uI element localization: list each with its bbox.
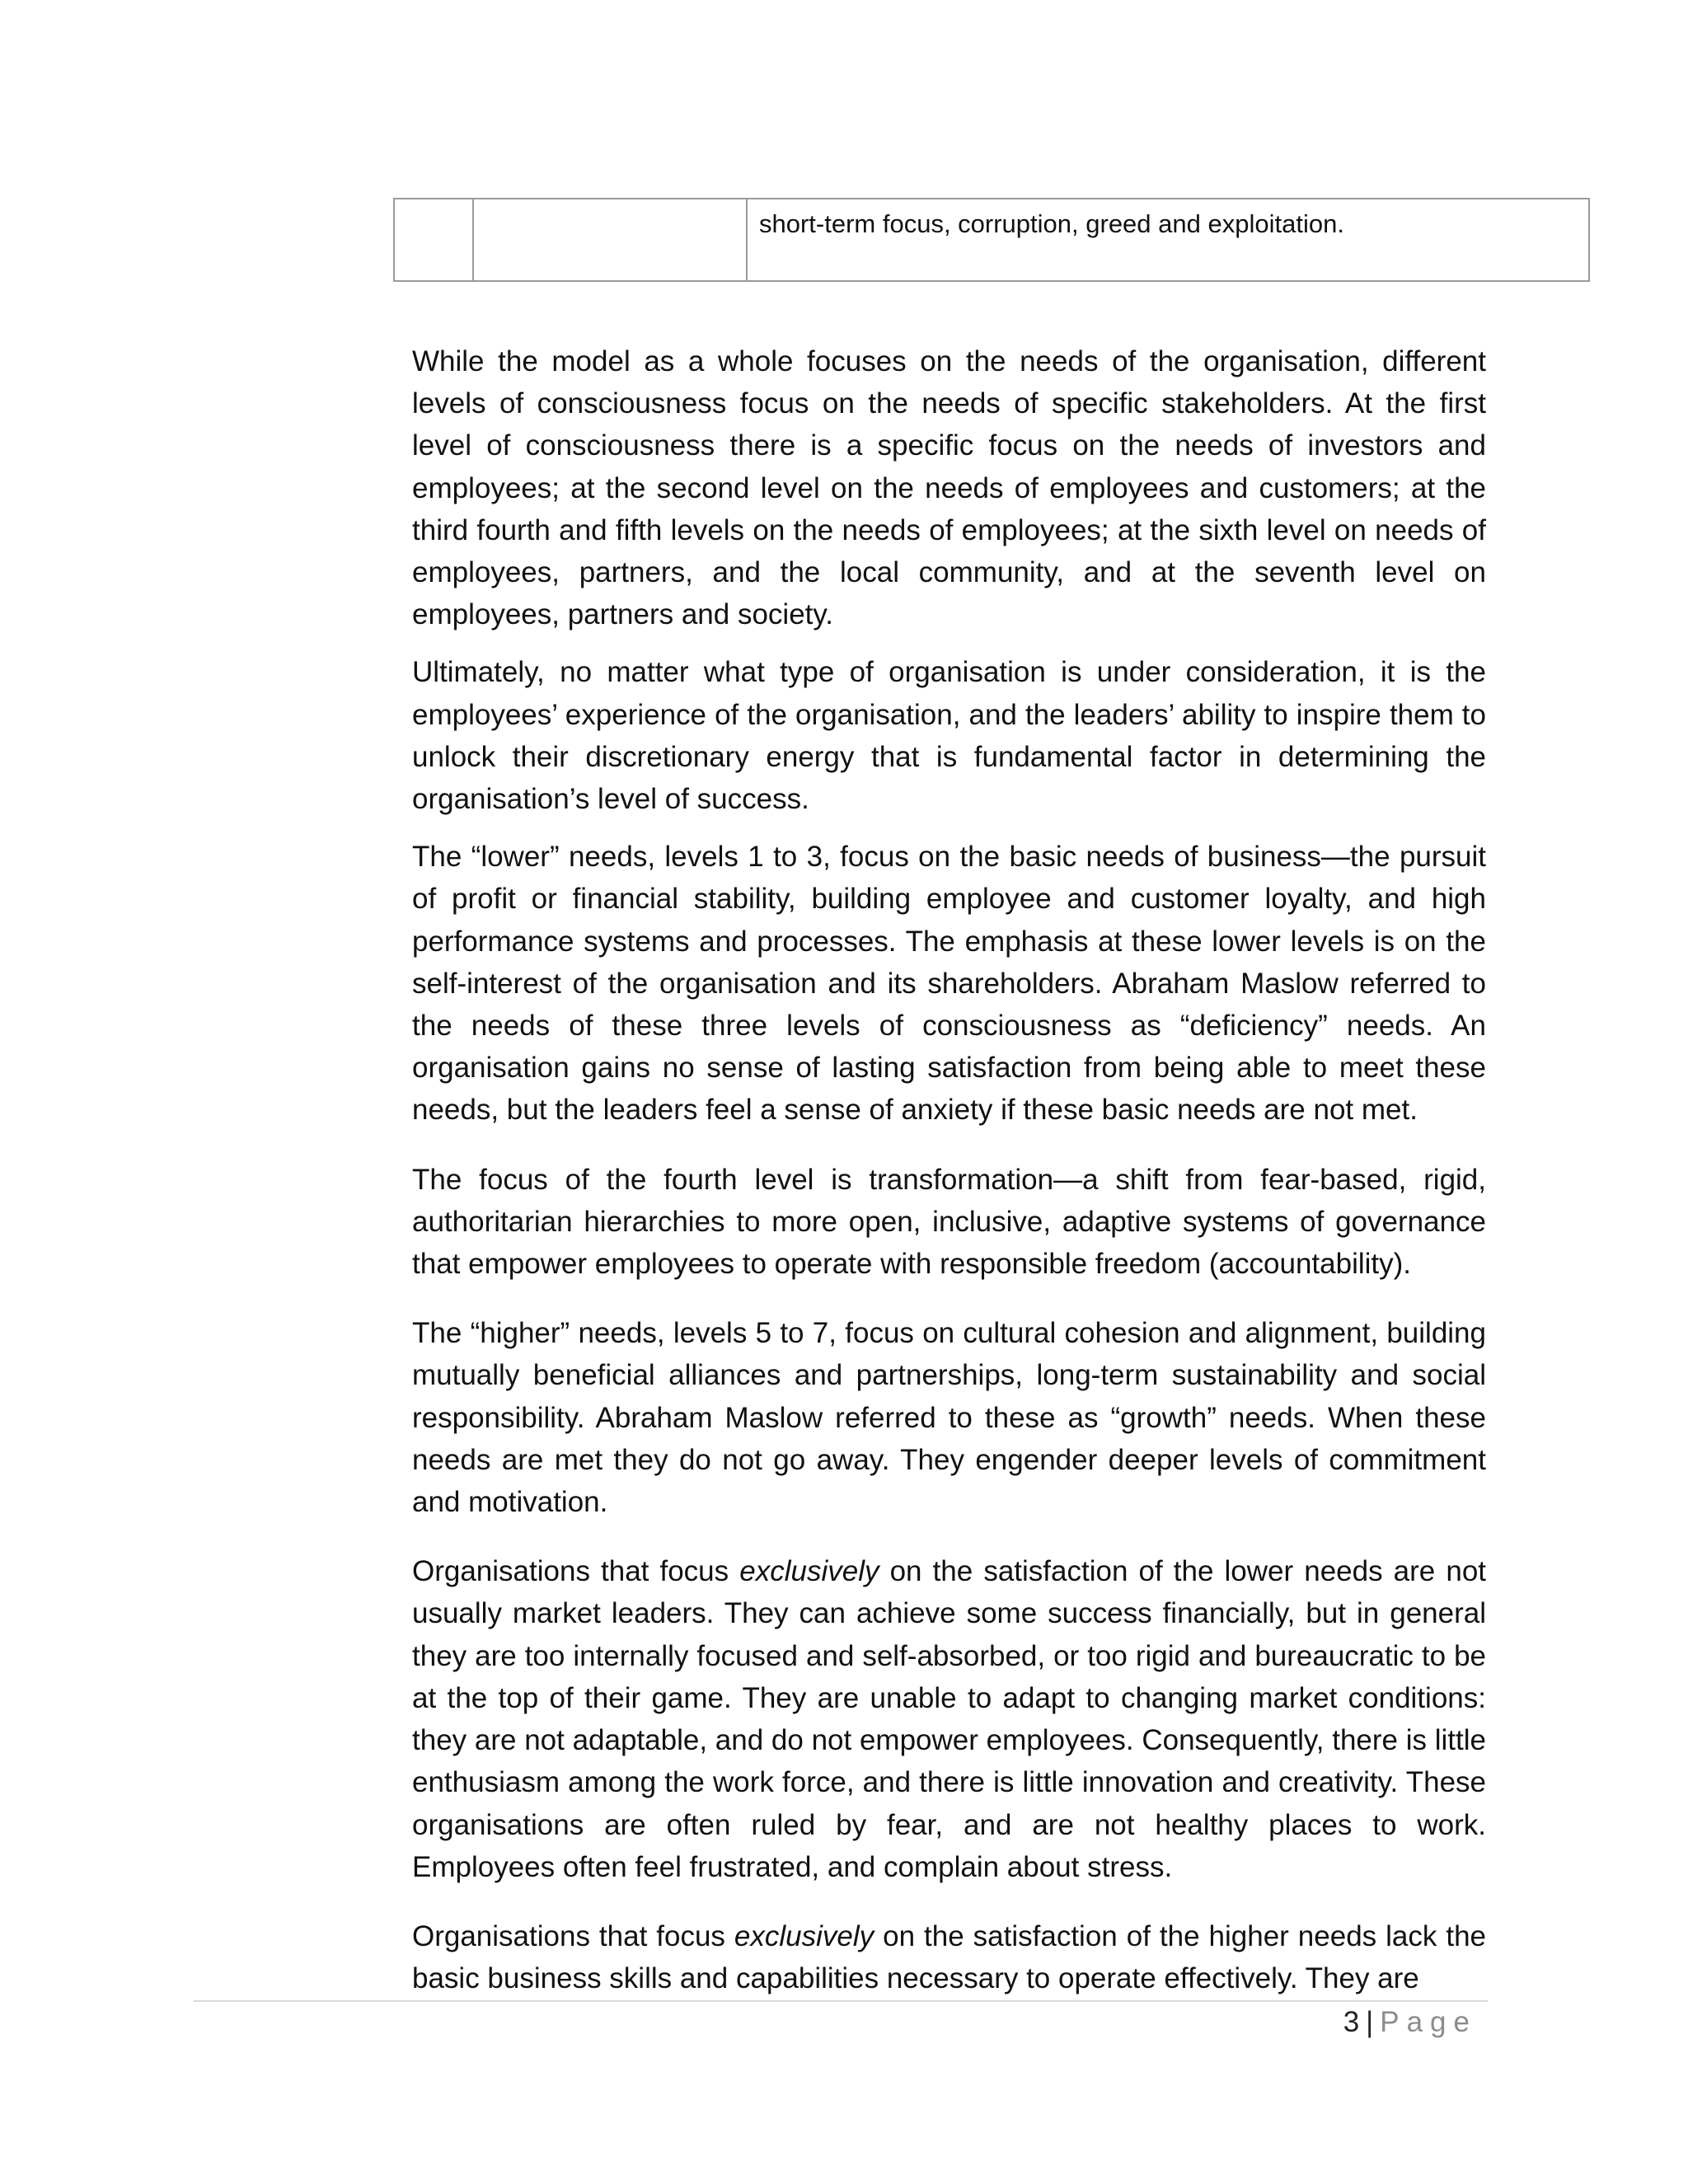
emphasis-text: exclusively bbox=[739, 1555, 879, 1588]
footer-divider bbox=[194, 2000, 1488, 2002]
paragraph-text: Organisations that focus bbox=[412, 1919, 734, 1952]
paragraph-lower-needs: The “lower” needs, levels 1 to 3, focus on the basic needs of business—the pursuit of profit or financial stability, building employee and customer loyalty, and high performance systems and processes. The emphasis at these lower levels is on the self-interest of the organisation and its shareholders. Abraham Maslow referred to the needs of these three levels of consciousness as “deficiency” needs. An organisation gains no sense of lasting satisfaction from being able to meet these needs, but the leaders feel a sense of anxiety if these basic needs are not met. bbox=[412, 841, 1486, 1127]
paragraph-stakeholder-levels: While the model as a whole focuses on the needs of the organisation, different levels of consciousness focus on the needs of specific stakeholders. At the first level of consciousness there is a specific focus on the needs of investors and employees; at the second level on the needs of employees and customers; at the third fourth and fifth levels on the needs of employees; at the sixth level on needs of employees, partners, and the local community, and at the seventh level on employees, partners and society. bbox=[412, 345, 1486, 631]
page-footer bbox=[1343, 2004, 1477, 2041]
paragraph-text: Organisations that focus bbox=[412, 1555, 740, 1588]
paragraph-higher-focus-organisations bbox=[412, 1915, 1486, 1999]
page-number: 3 bbox=[1343, 2006, 1360, 2038]
body-text bbox=[412, 340, 1486, 1999]
paragraph-text: on the satisfaction of the higher needs lack the basic business skills and capabilities necessary to operate effectively. They are bbox=[412, 1919, 1486, 1995]
page-label: Page bbox=[1380, 2006, 1477, 2038]
continuation-table bbox=[393, 198, 1590, 282]
table-cell-empty-1 bbox=[394, 199, 473, 281]
table-row bbox=[394, 199, 1589, 281]
paragraph-employee-experience: Ultimately, no matter what type of organisation is under consideration, it is the employees’ experience of the organisation, and the leaders’ ability to inspire them to unlock their discretionary energy that is fundamental factor in determining the organisation’s level of success. bbox=[412, 656, 1486, 816]
paragraph-text: on the satisfaction of the lower needs are not usually market leaders. They can achieve some success financially, but in general they are too internally focused and self-absorbed, or too rigid and bureaucratic to be at the top of their game. They are unable to adapt to changing market conditions: they are not adaptable, and do not empower employees. Consequently, there is little enthusiasm among the work force, and there is little innovation and creativity. These organisations are often ruled by fear, and are not healthy places to work. Employees often feel frustrated, and complain about stress. bbox=[412, 1555, 1487, 1883]
table-cell-empty-2 bbox=[473, 199, 747, 281]
paragraph-lower-focus-organisations bbox=[412, 1550, 1486, 1888]
paragraph-fourth-level: The focus of the fourth level is transformation—a shift from fear-based, rigid, authoritarian hierarchies to more open, inclusive, adaptive systems of governance that empower employees to operate with responsible freedom (accountability). bbox=[412, 1163, 1486, 1281]
emphasis-text: exclusively bbox=[734, 1919, 874, 1952]
page-separator: | bbox=[1366, 2006, 1374, 2038]
paragraph-higher-needs: The “higher” needs, levels 5 to 7, focus on cultural cohesion and alignment, building mutually beneficial alliances and partnerships, long-term sustainability and social responsibility. Abraham Maslow referred to these as “growth” needs. When these needs are met they do not go away. They engender deeper levels of commitment and motivation. bbox=[412, 1317, 1486, 1519]
table-cell-text: short-term focus, corruption, greed and exploitation. bbox=[747, 199, 1589, 281]
